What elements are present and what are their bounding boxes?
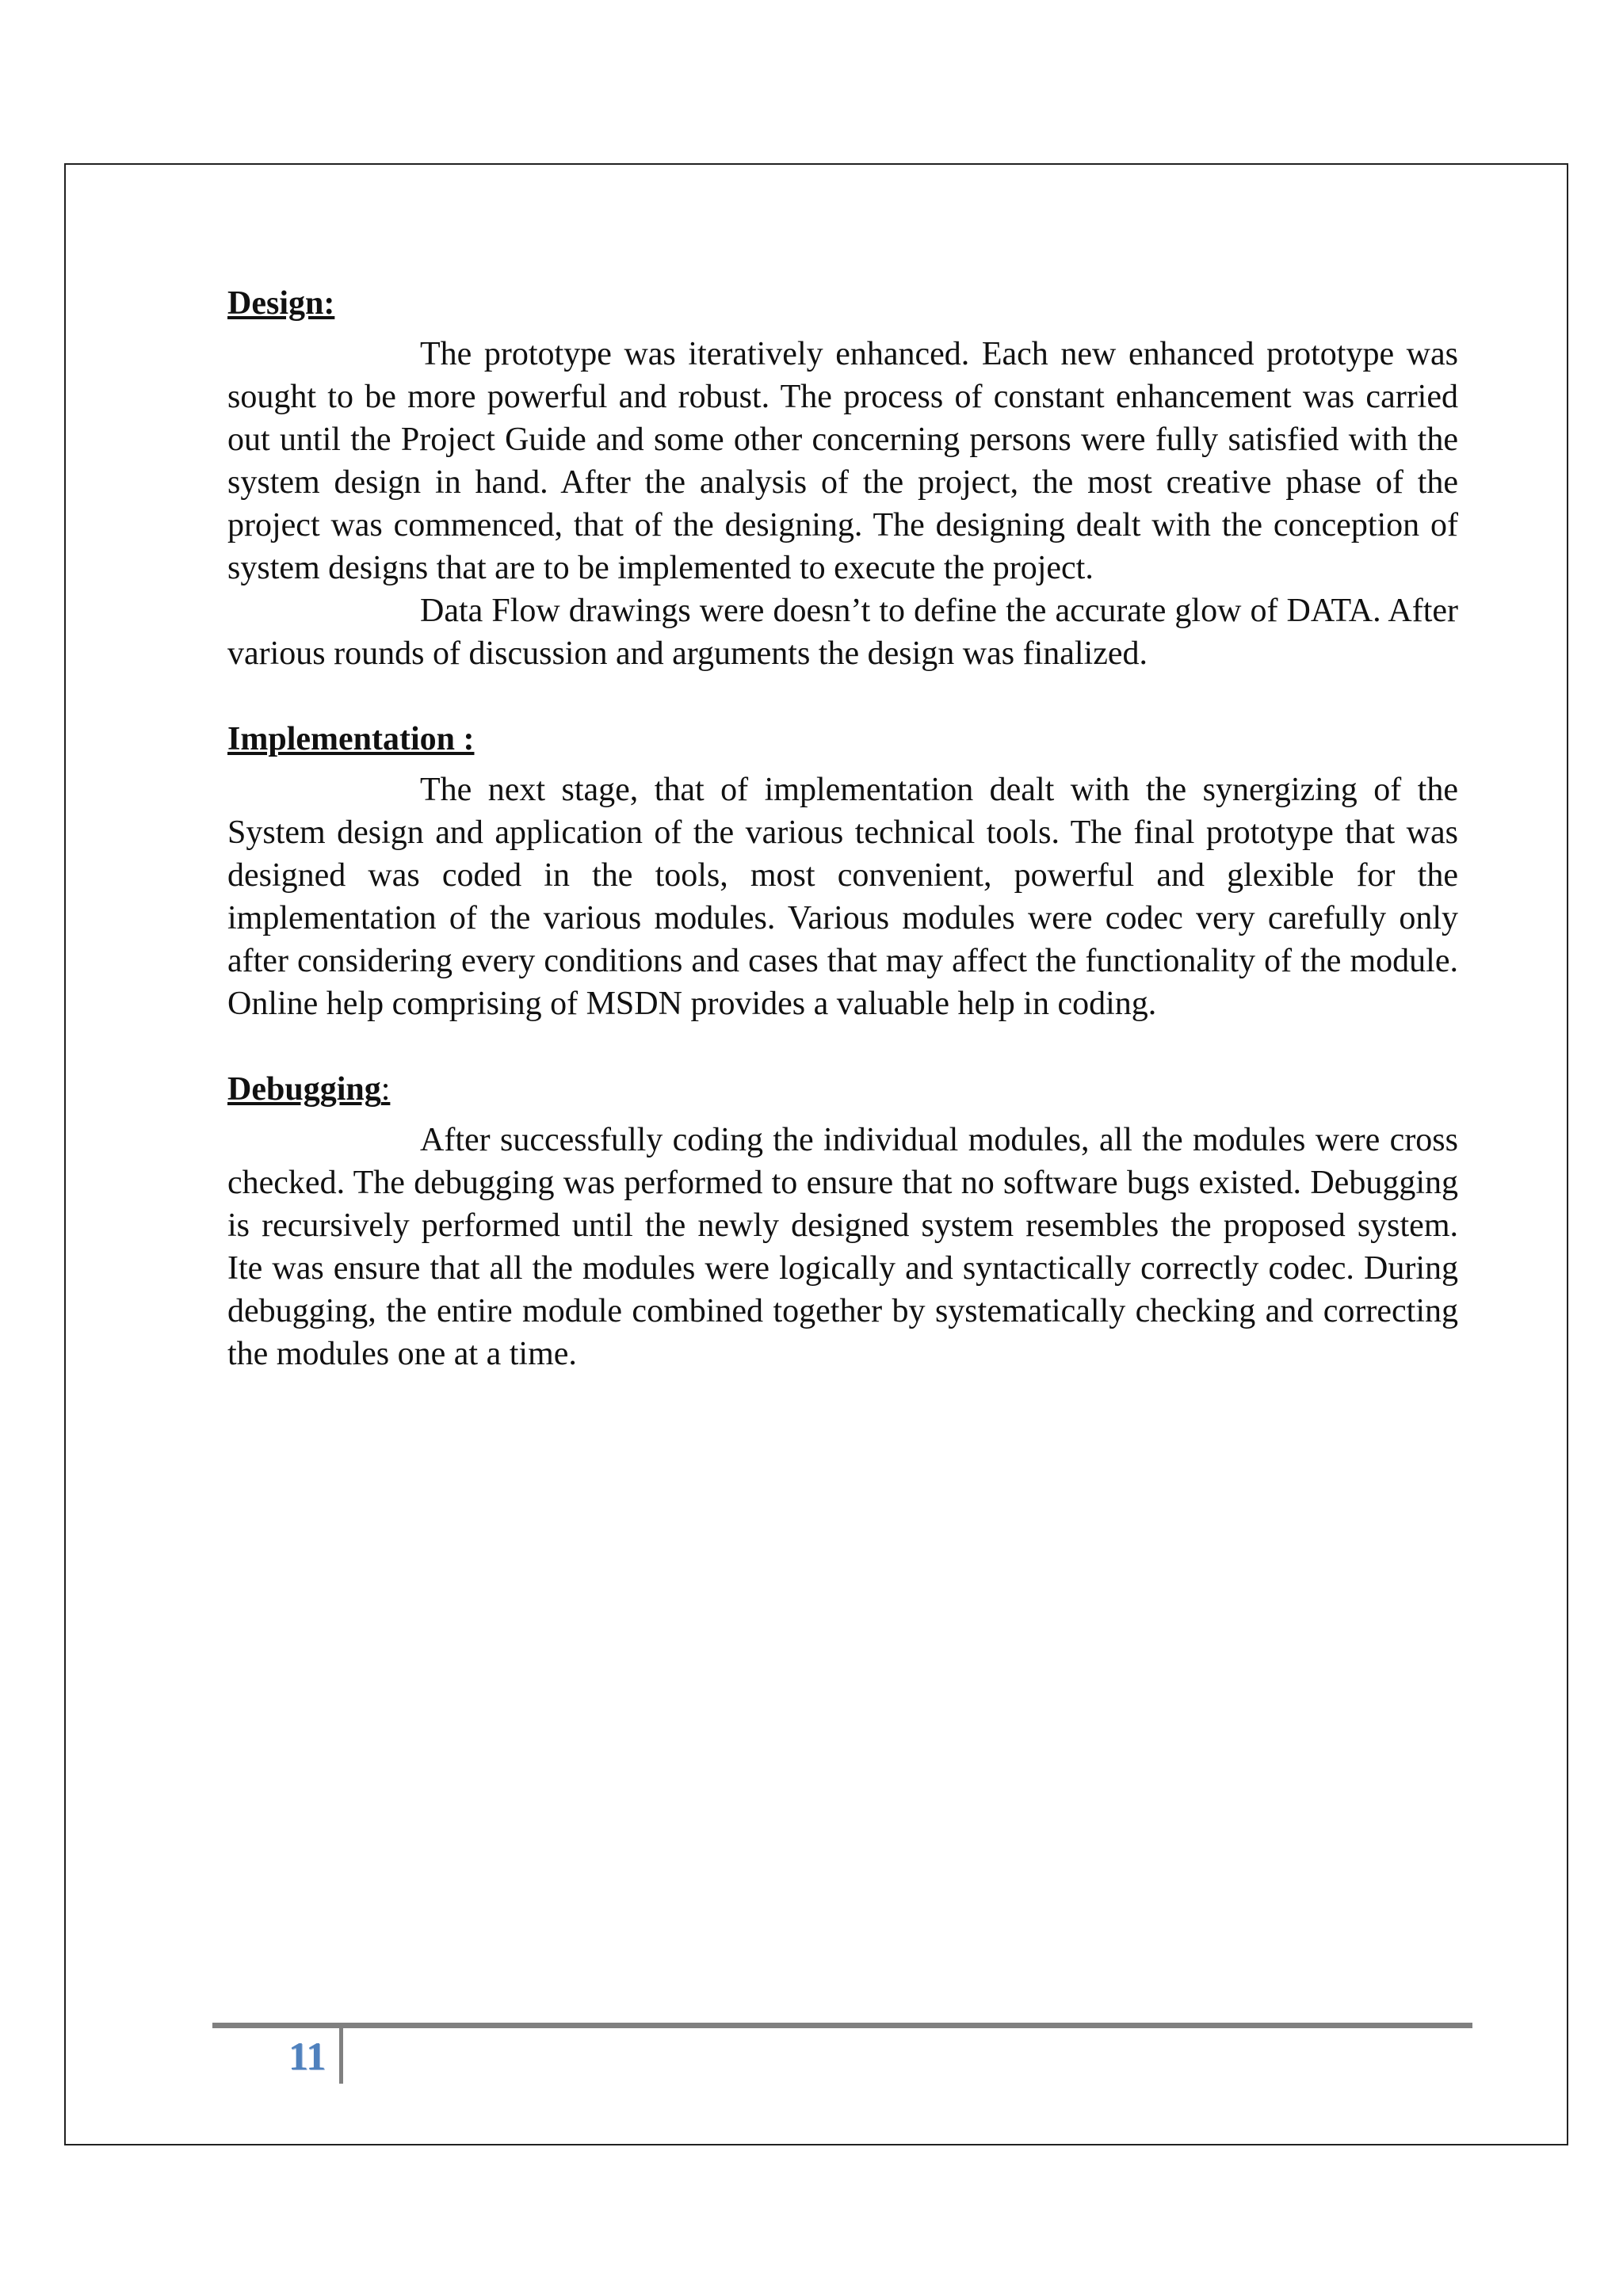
section-heading-debugging-text: Debugging	[227, 1071, 381, 1108]
section-heading-debugging-colon: :	[380, 1071, 391, 1108]
paragraph-design-1: The prototype was iteratively enhanced. Each new enhanced prototype was sought to be more powerful and robust. The process of constant enhancement was carried out until the Project Guide and some other concerning persons were fully satisfied with the system design in hand. After the analysis of the project, the most creative phase of the project was commenced, that of the designing. The designing dealt with the conception of system designs that are to be implemented to execute the project.	[227, 336, 1458, 586]
paragraph-debugging-1: After successfully coding the individual modules, all the modules were cross checked. The debugging was performed to ensure that no software bugs existed. Debugging is recursively performed until the newly designed system resembles the proposed system. Ite was ensure that all the modules were logically and syntactically correctly codec. During debugging, the entire module combined together by systematically checking and correcting the modules one at a time.	[227, 1122, 1458, 1372]
footer-divider-tick	[339, 2028, 343, 2084]
paragraph-design-2: Data Flow drawings were doesn’t to define the accurate glow of DATA. After various rounds of discussion and arguments the design was finalized.	[227, 593, 1458, 672]
section-debugging	[227, 1068, 1458, 1375]
section-heading-design: Design:	[227, 285, 335, 322]
footer-rule	[212, 2023, 1472, 2028]
section-implementation	[227, 718, 1458, 1025]
paragraph-implementation-1: The next stage, that of implementation dealt with the synergizing of the System design and application of the various technical tools. The final prototype that was designed was coded in the tools, most convenient, powerful and glexible for the implementation of the various modules. Various modules were codec very carefully only after considering every conditions and cases that may affect the functionality of the module. Online help comprising of MSDN provides a valuable help in coding.	[227, 772, 1458, 1022]
page-number: 11	[288, 2034, 327, 2078]
section-heading-implementation: Implementation :	[227, 721, 475, 757]
section-design	[227, 282, 1458, 675]
section-heading-debugging	[227, 1068, 1458, 1111]
document-body	[227, 282, 1458, 1418]
